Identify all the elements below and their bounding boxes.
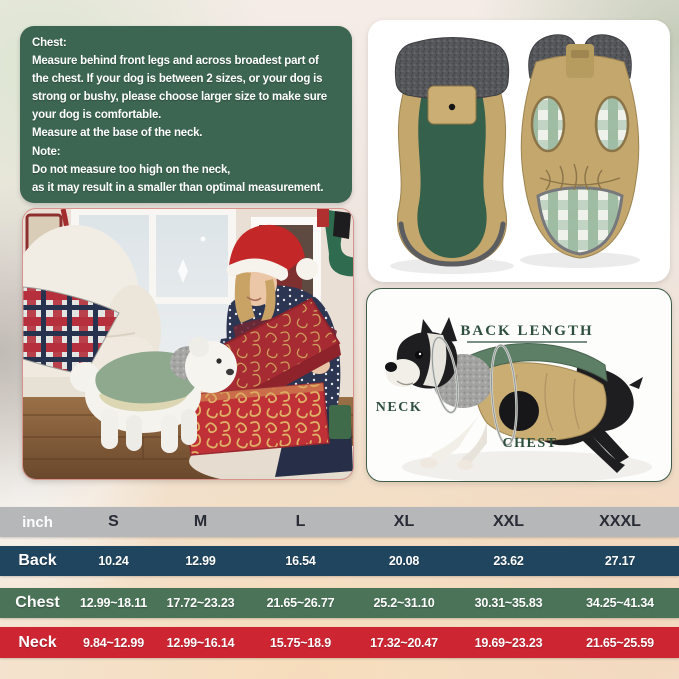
back-value-xl: 20.08: [388, 554, 420, 568]
back-value-m: 12.99: [185, 554, 216, 568]
christmas-lifestyle-photo: [22, 208, 354, 480]
back-value-xxl: 23.62: [493, 554, 524, 568]
size-column-xl: XL: [393, 513, 415, 530]
instruction-line: your dog is comfortable.: [32, 107, 162, 122]
back-value-s: 10.24: [98, 554, 129, 568]
size-column-m: M: [193, 513, 208, 530]
chest-label: CHEST: [502, 436, 558, 451]
neck-value-xxxl: 21.65~25.59: [586, 635, 654, 650]
unit-label: inch: [22, 513, 53, 531]
back-value-xxxl: 27.17: [604, 554, 636, 568]
measuring-instructions-box: [20, 26, 352, 203]
gift-box: [185, 383, 329, 455]
neck-value-s: 9.84~12.99: [83, 635, 144, 650]
chest-value-s: 12.99~18.11: [80, 596, 147, 610]
chest-value-xxl: 30.31~35.83: [474, 596, 543, 610]
measurement-diagram-panel: [366, 288, 672, 482]
instruction-line: Do not measure too high on the neck,: [32, 161, 231, 176]
table-row-neck: [0, 627, 679, 658]
instruction-line: Measure behind front legs and across broadest part of: [32, 53, 319, 68]
size-chart-header-row: [0, 507, 679, 537]
chest-value-xxxl: 34.25~41.34: [586, 596, 654, 610]
chest-value-xl: 25.2~31.10: [373, 596, 435, 610]
green-gift: [329, 405, 351, 439]
neck-value-m: 12.99~16.14: [166, 635, 235, 650]
table-row-back: [0, 546, 679, 576]
instruction-line: as it may result in a smaller than optimal measurement.: [32, 179, 324, 194]
christmas-scene-illustration: [23, 209, 353, 479]
instructions-text: [32, 33, 347, 196]
chest-value-m: 17.72~23.23: [166, 596, 235, 610]
coat-product-illustration: [368, 20, 670, 282]
row-label-chest: Chest: [15, 594, 60, 611]
dog-head: [385, 317, 457, 389]
instruction-line: Note:: [32, 143, 61, 158]
table-row-chest: [0, 588, 679, 618]
dog-tail: [629, 377, 643, 389]
instruction-line: Chest:: [32, 35, 67, 49]
instruction-line: Measure at the base of the neck.: [32, 125, 203, 140]
neck-label: NECK: [375, 400, 423, 415]
size-column-xxl: XXL: [492, 513, 525, 530]
size-column-l: L: [295, 513, 306, 530]
instruction-line: the chest. If your dog is between 2 sizes, or your dog is: [32, 71, 323, 86]
measurement-diagram: [367, 289, 671, 481]
coat-underside-view: [521, 35, 638, 258]
row-label-back: Back: [18, 552, 57, 569]
neck-value-l: 15.75~18.9: [270, 635, 331, 650]
size-column-xxxl: XXXL: [599, 513, 641, 530]
size-column-s: S: [108, 513, 119, 530]
back-length-label: BACK LENGTH: [460, 323, 594, 339]
back-value-l: 16.54: [285, 554, 316, 568]
instruction-line: strong or bushy, please choose larger size to make sure: [32, 89, 327, 104]
pocket-button: [449, 104, 455, 110]
chest-value-l: 21.65~26.77: [266, 596, 335, 610]
coat-back-view: [395, 38, 508, 267]
neck-value-xl: 17.32~20.47: [370, 635, 438, 650]
product-photos-panel: [368, 20, 670, 282]
neck-value-xxl: 19.69~23.23: [474, 635, 543, 650]
row-label-neck: Neck: [18, 633, 57, 651]
